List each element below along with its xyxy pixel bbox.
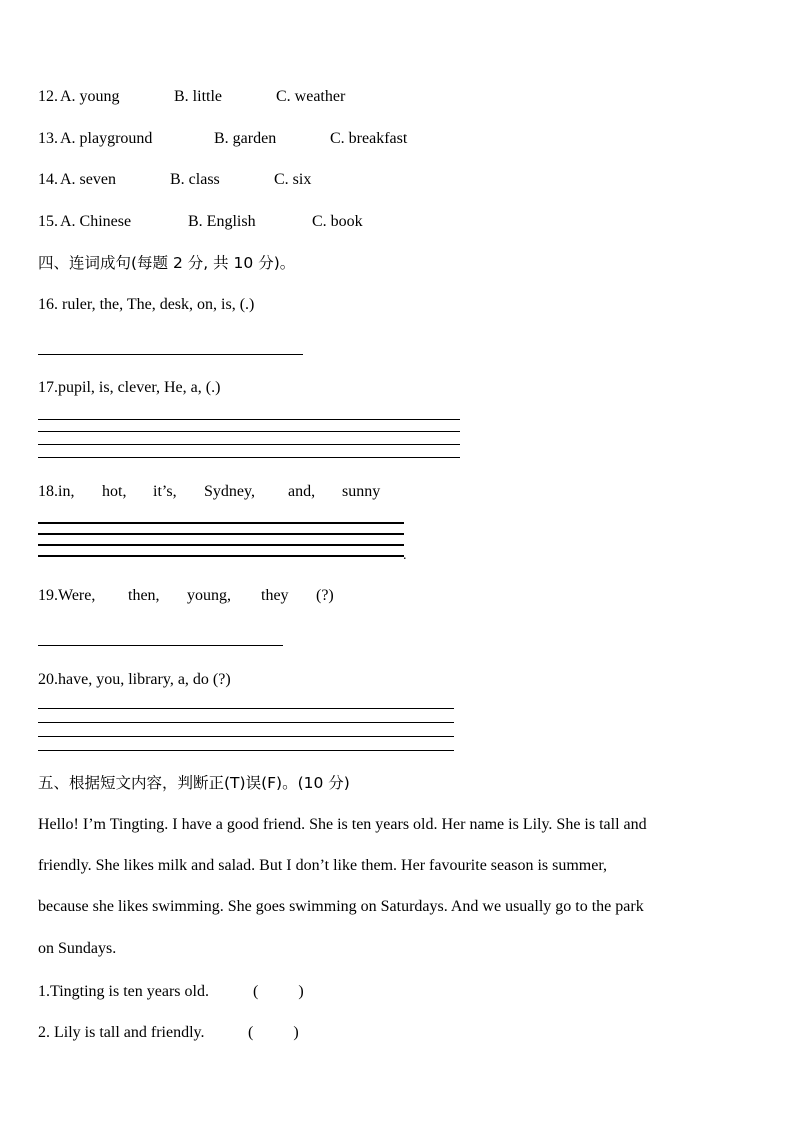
answer-blank-1[interactable]: ( ): [253, 983, 304, 1000]
section-5-heading: 五、根据短文内容，判断正(T)误(F)。(10 分): [38, 774, 350, 792]
answer-line-18b[interactable]: [38, 533, 404, 535]
word: hot,: [102, 483, 127, 500]
word: 18.in,: [38, 483, 75, 500]
word: then,: [128, 587, 160, 604]
word: it’s,: [153, 483, 177, 500]
answer-line-19[interactable]: [38, 645, 283, 646]
answer-line-18a[interactable]: [38, 522, 404, 524]
option-c: C. weather: [276, 88, 346, 105]
question-18: [38, 482, 381, 502]
option-c: C. six: [274, 171, 312, 188]
option-b: B. class: [170, 171, 220, 188]
answer-line-18c[interactable]: [38, 544, 404, 546]
word: (?): [316, 587, 334, 604]
option-a: A. playground: [60, 130, 153, 147]
option-b: B. English: [188, 213, 256, 230]
option-c: C. book: [312, 213, 363, 230]
tf-question-2: [38, 1023, 299, 1043]
word: Sydney,: [204, 483, 255, 500]
tf-question-1: [38, 982, 304, 1002]
option-a: A. seven: [60, 171, 116, 188]
end-period: .: [403, 548, 407, 563]
question-number: 15.: [38, 213, 58, 230]
word: they: [261, 587, 289, 604]
option-a: A. young: [60, 88, 120, 105]
question-number: 14.: [38, 171, 58, 188]
option-a: A. Chinese: [60, 213, 132, 230]
answer-line-20a[interactable]: [38, 708, 454, 709]
choice-row-15: [38, 212, 363, 232]
passage-line-3: because she likes swimming. She goes swimming on Saturdays. And we usually go to the park: [38, 898, 644, 915]
passage-line-2: friendly. She likes milk and salad. But I don’t like them. Her favourite season is summer,: [38, 857, 608, 874]
option-b: B. little: [174, 88, 222, 105]
word: sunny: [342, 483, 381, 500]
tf-question-text: 2. Lily is tall and friendly.: [38, 1024, 205, 1041]
answer-line-20b[interactable]: [38, 722, 454, 723]
answer-line-17c[interactable]: [38, 444, 460, 445]
answer-line-16[interactable]: [38, 354, 303, 355]
question-number: 12.: [38, 88, 58, 105]
answer-line-20c[interactable]: [38, 736, 454, 737]
word: and,: [288, 483, 316, 500]
choice-row-13: [38, 129, 408, 149]
choice-row-14: [38, 170, 312, 190]
word: young,: [187, 587, 231, 604]
answer-blank-2[interactable]: ( ): [248, 1024, 299, 1041]
tf-question-text: 1.Tingting is ten years old.: [38, 983, 209, 1000]
question-16: 16. ruler, the, The, desk, on, is, (.): [38, 296, 255, 313]
answer-line-17d[interactable]: [38, 457, 460, 458]
option-b: B. garden: [214, 130, 277, 147]
answer-line-20d[interactable]: [38, 750, 454, 751]
option-c: C. breakfast: [330, 130, 408, 147]
passage-line-1: Hello! I’m Tingting. I have a good friend. She is ten years old. Her name is Lily. She is tall and: [38, 816, 647, 833]
answer-line-17b[interactable]: [38, 431, 460, 432]
answer-line-18d[interactable]: [38, 555, 404, 557]
choice-row-12: [38, 87, 346, 107]
question-20: 20.have, you, library, a, do (?): [38, 671, 231, 688]
answer-line-17a[interactable]: [38, 419, 460, 420]
passage-line-4: on Sundays.: [38, 940, 117, 957]
section-4-heading: 四、连词成句(每题 2 分, 共 10 分)。: [38, 254, 296, 272]
word: 19.Were,: [38, 587, 96, 604]
question-number: 13.: [38, 130, 58, 147]
question-19: [38, 586, 334, 606]
question-17: 17.pupil, is, clever, He, a, (.): [38, 379, 221, 396]
